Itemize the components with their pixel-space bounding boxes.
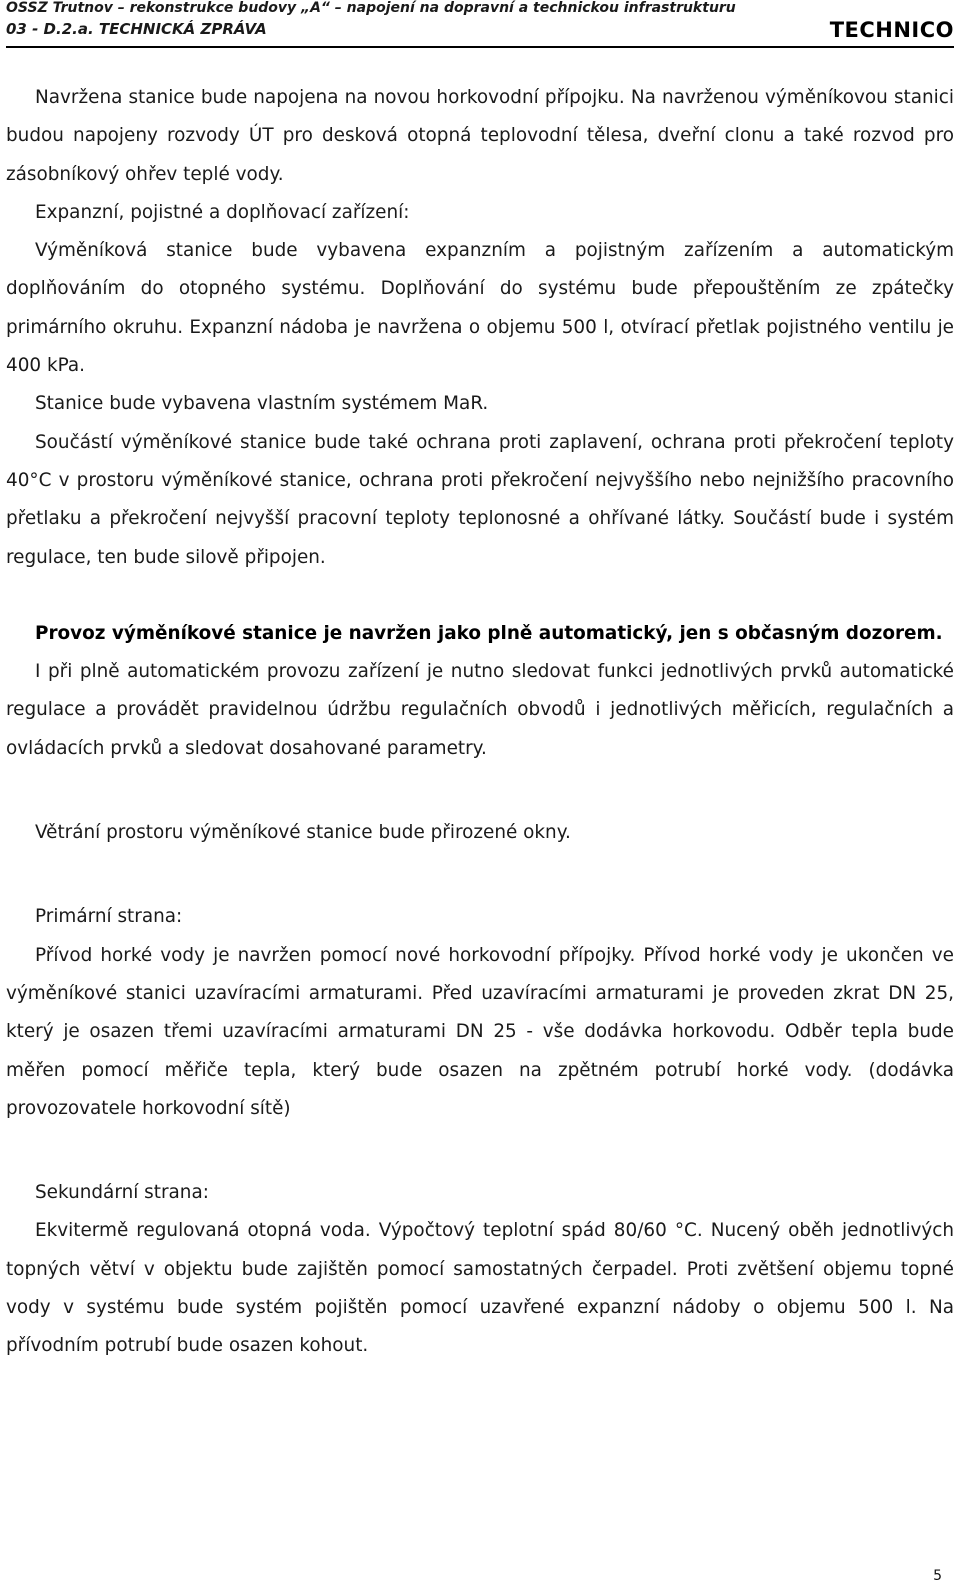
heading-expansion-equipment: Expanzní, pojistné a doplňovací zařízení: <box>35 201 410 223</box>
document-title: 03 - D.2.a. TECHNICKÁ ZPRÁVA <box>6 20 267 38</box>
paragraph-operation-bold: Provoz výměníkové stanice je navržen jako plně automatický, jen s občasným dozorem. <box>35 622 943 644</box>
spacer <box>6 852 954 898</box>
header-divider <box>6 46 954 48</box>
project-title: OSSZ Trutnov – rekonstrukce budovy „A“ – napojení na dopravní a technickou infrastrukturu <box>6 0 736 16</box>
paragraph-primary-side: Přívod horké vody je navržen pomocí nové horkovodní přípojky. Přívod horké vody je ukončen ve výměníkové stanici uzavíracími armaturami. Před uzavíracími armaturami je proveden zkrat DN 25, který je osazen třemi uzavíracími armaturami DN 25 - vše dodávka horkovodu. Odběr tepla bude měřen pomocí měřiče tepla, který bude osazen na zpětném potrubí horké vody. (dodávka provozovatele horkovodní sítě) <box>6 944 954 1119</box>
paragraph-mar-system: Stanice bude vybavena vlastním systémem MaR. <box>35 393 489 415</box>
heading-primary-side: Primární strana: <box>35 906 183 928</box>
page-number: 5 <box>933 1568 942 1584</box>
spacer <box>6 577 954 615</box>
spacer <box>6 768 954 814</box>
paragraph-ventilation: Větrání prostoru výměníkové stanice bude přirozené okny. <box>35 822 571 844</box>
paragraph-secondary-side: Ekvitermě regulovaná otopná voda. Výpočtový teplotní spád 80/60 °C. Nucený oběh jednotlivých topných větví v objektu bude zajištěn pomocí samostatných čerpadel. Proti zvětšení objemu topné vody v systému bude systém pojištěn pomocí uzavřené expanzní nádoby o objemu 500 l. Na přívodním potrubí bude osazen kohout. <box>6 1220 954 1357</box>
document-body <box>6 79 954 1366</box>
paragraph-expansion-equipment: Výměníková stanice bude vybavena expanzním a pojistným zařízením a automatickým doplňováním do otopného systému. Doplňování do systému bude přepouštěním ze zpátečky primárního okruhu. Expanzní nádoba je navržena o objemu 500 l, otvírací přetlak pojistného ventilu je 400 kPa. <box>6 240 954 377</box>
paragraph-protections: Součástí výměníkové stanice bude také ochrana proti zaplavení, ochrana proti překročení teploty 40°C v prostoru výměníkové stanice, ochrana proti překročení nejvyššího nebo nejnižšího pracovního přetlaku a překročení nejvyšší pracovní teploty teplonosné a ohřívané látky. Součástí bude i systém regulace, ten bude silově připojen. <box>6 431 954 568</box>
heading-secondary-side: Sekundární strana: <box>35 1182 209 1204</box>
company-logo: TECHNICO <box>829 18 954 42</box>
spacer <box>6 1128 954 1174</box>
paragraph-maintenance: I při plně automatickém provozu zařízení je nutno sledovat funkci jednotlivých prvků automatické regulace a provádět pravidelnou údržbu regulačních obvodů i jednotlivých měřicích, regulačních a ovládacích prvků a sledovat dosahované parametry. <box>6 661 954 759</box>
paragraph-connection: Navržena stanice bude napojena na novou horkovodní přípojku. Na navrženou výměníkovou stanici budou napojeny rozvody ÚT pro desková otopná teplovodní tělesa, dveřní clonu a také rozvod pro zásobníkový ohřev teplé vody. <box>6 87 954 185</box>
page-header <box>6 0 954 48</box>
